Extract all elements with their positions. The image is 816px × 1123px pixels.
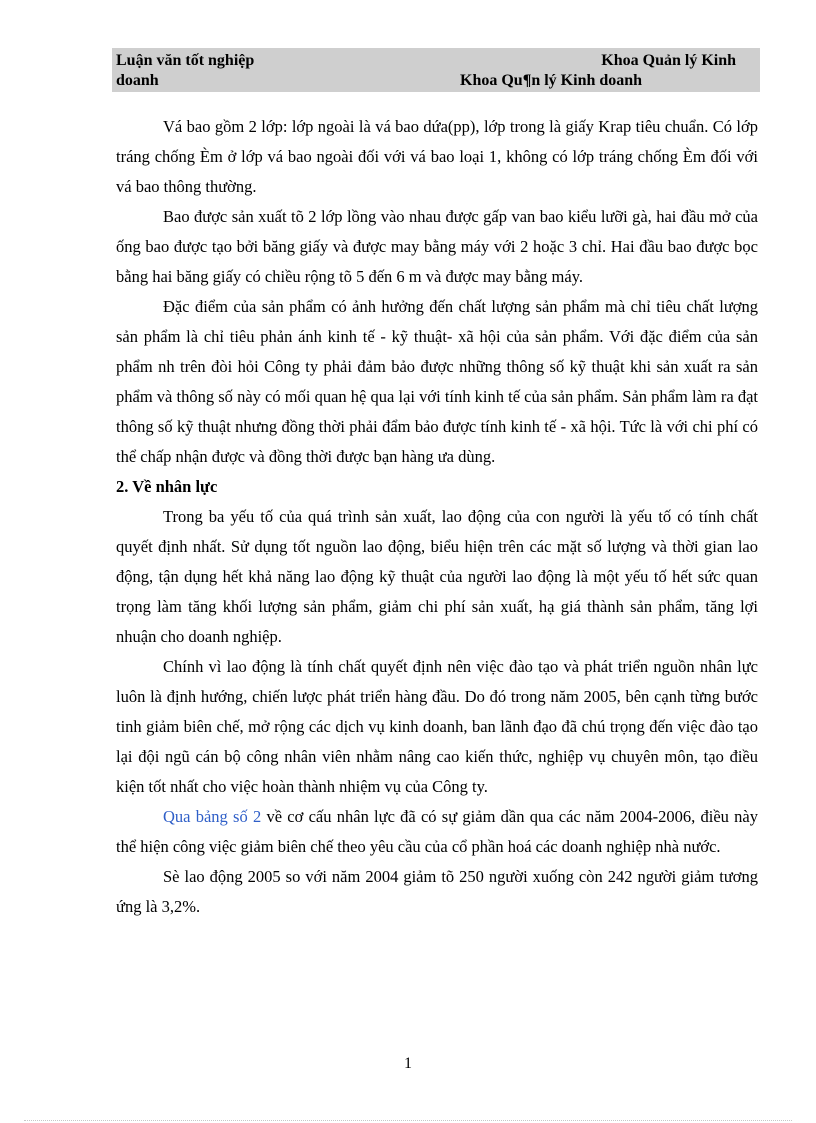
paragraph-6-text: về cơ cấu nhân lực đã có sự giảm dần qua các năm 2004-2006, điều này thể hiện công việc giảm biên chế theo yêu cầu của cổ phần hoá các doanh nghiệp nhà nước. bbox=[116, 807, 759, 856]
page-header bbox=[112, 48, 760, 92]
paragraph-7: Sè lao động 2005 so với năm 2004 giảm tõ 250 người xuống còn 242 người giảm tương ứng là 3,2%. bbox=[116, 867, 758, 916]
paragraph-6 bbox=[116, 802, 758, 862]
header-left-line1: Luận văn tốt nghiệp bbox=[116, 52, 255, 69]
table-reference-link[interactable]: Qua bảng số 2 bbox=[163, 807, 262, 826]
paragraph-4: Trong ba yếu tố của quá trình sản xuất, lao động của con người là yếu tố có tính chất quyết định nhất. Sử dụng tốt nguồn lao động, biểu hiện trên các mặt số lượng và thời gian lao động, tận dụng hết khả năng lao động kỹ thuật của người lao động là một yếu tố hết sức quan trọng làm tăng khối lượng sản phẩm, giảm chi phí sản xuất, hạ giá thành sản phẩm, tăng lợi nhuận cho doanh nghiệp. bbox=[116, 507, 758, 646]
document-body bbox=[116, 112, 758, 922]
header-right-line2: Khoa Qu¶n lý Kinh doanh bbox=[460, 72, 643, 89]
header-left-line2: doanh bbox=[116, 72, 159, 89]
section-heading: 2. Về nhân lực bbox=[116, 477, 218, 496]
paragraph-2: Bao được sản xuất tõ 2 lớp lồng vào nhau được gấp van bao kiểu lưỡi gà, hai đầu mở của ống bao được tạo bởi băng giấy và được may bằng máy với 2 hoặc 3 chỉ. Hai đầu bao được bọc bằng hai băng giấy có chiều rộng tõ 5 đến 6 m và được may bằng máy. bbox=[116, 207, 758, 286]
page-bottom-divider bbox=[24, 1120, 792, 1121]
paragraph-5: Chính vì lao động là tính chất quyết định nên việc đào tạo và phát triển nguồn nhân lực luôn là định hướng, chiến lược phát triển hàng đầu. Do đó trong năm 2005, bên cạnh từng bước tinh giảm biên chế, mở rộng các dịch vụ kinh doanh, ban lãnh đạo đã chú trọng đến việc đào tạo lại đội ngũ cán bộ công nhân viên nhằm nâng cao kiến thức, nghiệp vụ chuyên môn, tạo điều kiện tốt nhất cho việc hoàn thành nhiệm vụ của Công ty. bbox=[116, 657, 758, 796]
header-right-line1: Khoa Quản lý Kinh bbox=[601, 52, 736, 69]
paragraph-3: Đặc điểm của sản phẩm có ảnh hưởng đến chất lượng sản phẩm mà chỉ tiêu chất lượng sản phẩm là chỉ tiêu phản ánh kinh tế - kỹ thuật- xã hội của sản phẩm. Với đặc điểm của sản phẩm nh trên đòi hỏi Công ty phải đảm bảo được những thông số kỹ thuật khi sản xuất ra sản phẩm và thông số này có mối quan hệ qua lại với tính kinh tế của sản phẩm. Sản phẩm làm ra đạt thông số kỹ thuật nhưng đồng thời phải đẩm bảo được tính kinh tế - xã hội. Tức là với chi phí có thể chấp nhận được và đồng thời được bạn hàng ưa dùng. bbox=[116, 297, 758, 466]
paragraph-1: Vá bao gồm 2 lớp: lớp ngoài là vá bao dứa(pp), lớp trong là giấy Krap tiêu chuẩn. Có lớp tráng chống Èm ở lớp vá bao ngoài đối với vá bao loại 1, không có lớp tráng chống Èm đối với vá bao thông thường. bbox=[116, 117, 758, 196]
page-number: 1 bbox=[404, 1055, 412, 1072]
